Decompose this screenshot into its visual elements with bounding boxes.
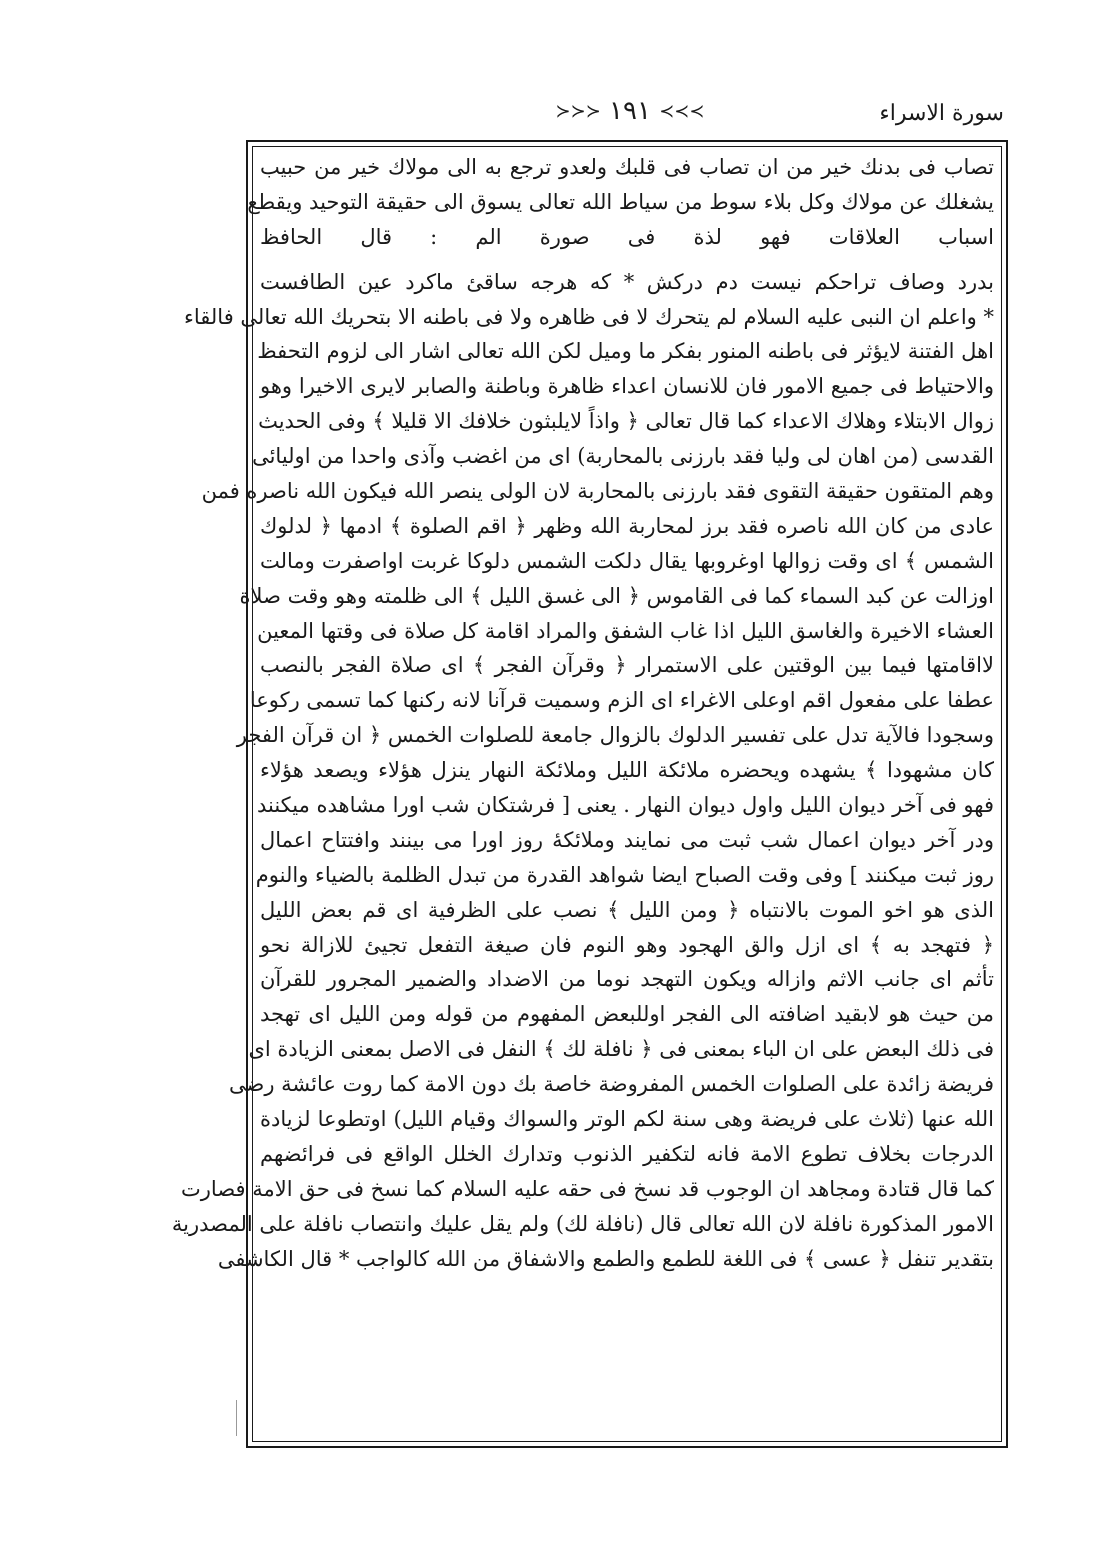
text-line: الامور المذكورة نافلة لان الله تعالى قال (نافلة لك) ولم يقل عليك وانتصاب نافلة على المصدرية [171,1211,994,1236]
margin-mark [236,1400,241,1436]
page-number-text: ١٩١ [609,96,651,126]
text-line: اوزالت عن كبد السماء كما فى القاموس ﴿ الى غسق الليل ﴾ الى ظلمته وهو وقت صلاة [239,583,994,608]
page-header [246,92,1014,134]
text-line: الله عنها (ثلاث على فريضة وهى سنة لكم الوتر والسواك وقيام الليل) اوتطوعا لزيادة [260,1107,994,1132]
text-line: بدرد وصاف تراحكم نيست دم دركش * كه هرجه ساقئ ماكرد عين الطافست [260,269,994,294]
text-line: الدرجات بخلاف تطوع الامة فانه لتكفير الذنوب وتدارك الخلل الواقع فى فرائضهم [260,1141,994,1166]
ornament-right: ≻≻≻ [659,101,705,122]
text-line: فى ذلك البعض على ان الباء بمعنى فى ﴿ نافلة لك ﴾ النفل فى الاصل بمعنى الزيادة اى [248,1037,994,1062]
page-number [556,96,705,127]
text-line: كما قال قتادة ومجاهد ان الوجوب قد نسخ فى حقه عليه السلام كما نسخ فى حق الامة فصارت [181,1176,994,1201]
text-line: زوال الابتلاء وهلاك الاعداء كما قال تعالى ﴿ واذاً لايلبثون خلافك الا قليلا ﴾ وفى الحديث [258,409,994,434]
text-line: لااقامتها فيما بين الوقتين على الاستمرار ﴿ وقرآن الفجر ﴾ اى صلاة الفجر بالنصب [260,653,994,678]
text-line: الذى هو اخو الموت بالانتباه ﴿ ومن الليل ﴾ نصب على الظرفية اى قم بعض الليل [260,897,994,922]
surah-title: سورة الاسراء [879,101,1004,126]
text-line: وسجودا فالآية تدل على تفسير الدلوك بالزوال جامعة للصلوات الخمس ﴿ ان قرآن الفجر [236,723,994,748]
text-line: ودر آخر ديوان اعمال شب ثبت مى نمايند وملائكهٔ روز اورا مى بينند وافتتاح اعمال [260,827,994,852]
text-line: وهم المتقون حقيقة التقوى فقد بارزنى بالمحاربة لان الولى ينصر الله فيكون الله ناصره فمن [201,479,994,504]
text-line: يشغلك عن مولاك وكل بلاء سوط من سياط الله تعالى يسوق الى حقيقة التوحيد ويقطع [247,189,994,214]
ornament-left: ≺≺≺ [555,101,601,122]
text-line: بتقدير تنفل ﴿ عسى ﴾ فى اللغة للطمع والطمع والاشفاق من الله كالواجب * قال الكاشفى [217,1246,994,1271]
body-text [171,150,994,1277]
text-line: عادى من كان الله ناصره فقد برز لمحاربة الله وظهر ﴿ اقم الصلوة ﴾ ادمها ﴿ لدلوك [260,513,994,538]
text-line: فريضة زائدة على الصلوات الخمس المفروضة خاصة بك دون الامة كما روت عائشة رضى [229,1072,994,1097]
text-frame [171,140,1008,1448]
text-line: ﴿ فتهجد به ﴾ اى ازل والق الهجود وهو النوم فان صيغة التفعل تجيئ للازالة نحو [260,932,994,957]
text-line: تصاب فى بدنك خير من ان تصاب فى قلبك ولعدو ترجع به الى مولاك خير من حبيب [260,155,994,179]
text-line: الشمس ﴾ اى وقت زوالها اوغروبها يقال دلكت الشمس دلوكا غربت اواصفرت ومالت [260,548,994,573]
text-line: كان مشهودا ﴾ يشهده ويحضره ملائكة الليل وملائكة النهار ينزل هؤلاء ويصعد هؤلاء [260,758,994,783]
text-line: * واعلم ان النبى عليه السلام لم يتحرك لا فى ظاهره ولا فى باطنه الا بتحريك الله تعالى فالقاء [184,304,994,329]
text-line: روز ثبت ميكنند ] وفى وقت الصباح ايضا شواهد القدرة من تبدل الظلمة بالضياء والنوم [255,862,994,887]
text-line: عطفا على مفعول اقم اوعلى الاغراء اى الزم وسميت قرآنا لانه ركنها كما تسمى ركوعا [249,688,994,713]
text-line: والاحتياط فى جميع الامور فان للانسان اعداء ظاهرة وباطنة والصابر لايرى الاخيرا وهو [260,374,994,399]
text-line: العشاء الاخيرة والغاسق الليل اذا غاب الشفق والمراد اقامة كل صلاة فى وقتها المعين [257,618,994,643]
text-line: تأثم اى جانب الاثم وازاله ويكون التهجد نوما من الاضداد والضمير المجرور للقرآن [260,967,994,992]
text-line: فهو فى آخر ديوان الليل واول ديوان النهار . يعنى [ فرشتكان شب اورا مشاهده ميكنند [256,793,994,818]
text-line: اسباب العلاقات فهو لذة فى صورة الم : قال الحافظ [260,224,994,249]
text-line: من حيث هو لابقيد اضافته الى الفجر اوللبعض المفهوم من قوله ومن الليل اى تهجد [260,1002,994,1027]
text-line: القدسى (من اهان لى وليا فقد بارزنى بالمحاربة) اى من اغضب وآذى واحدا من اوليائى [252,444,994,469]
text-line: اهل الفتنة لايؤثر فى باطنه المنور بفكر ما وميل لكن الله تعالى اشار الى لزوم التحفظ [257,339,994,364]
